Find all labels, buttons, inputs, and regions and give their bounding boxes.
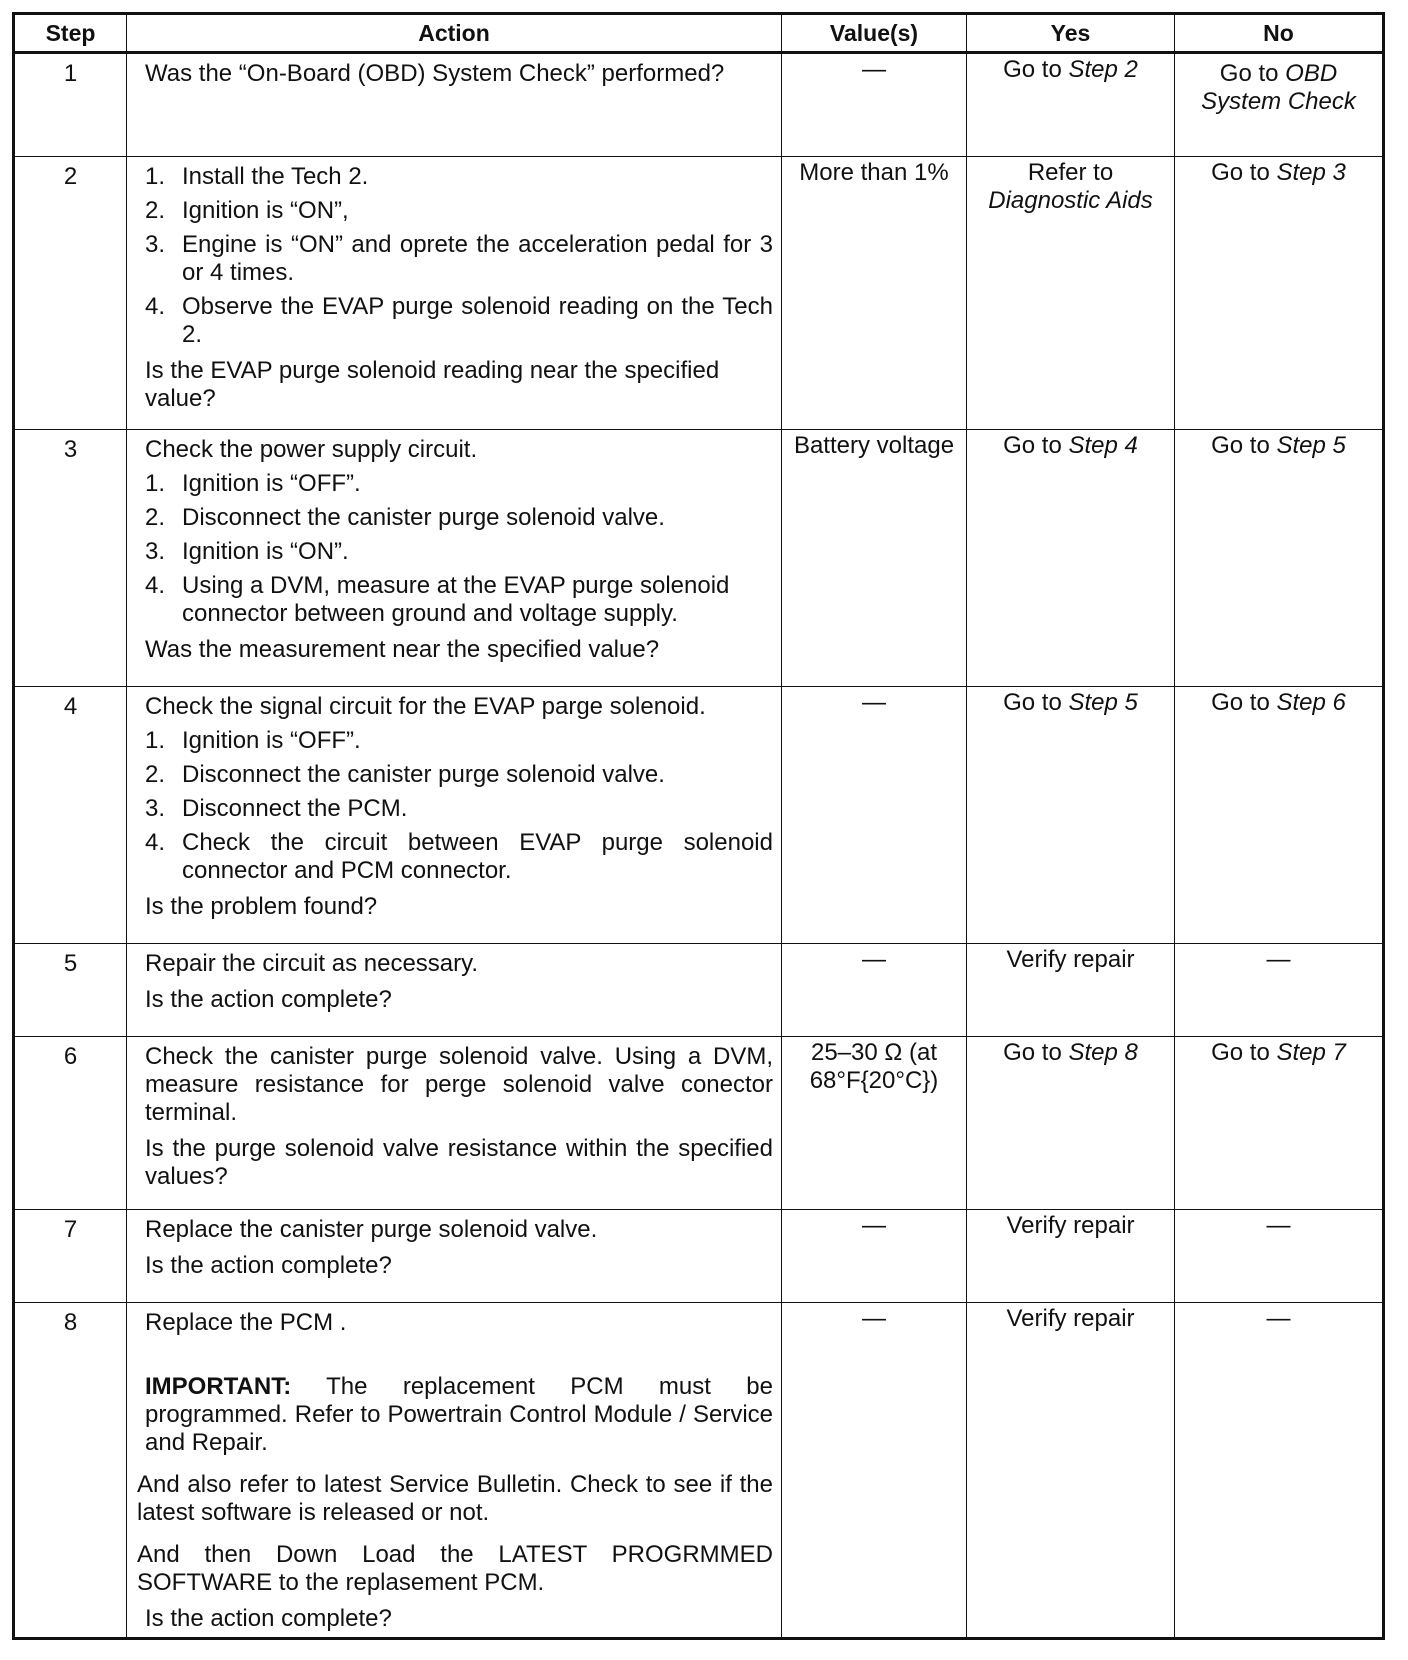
list-item-text: Disconnect the canister purge solenoid valve.	[182, 504, 665, 531]
question-text: Was the “On-Board (OBD) System Check” performed?	[145, 60, 725, 87]
list-item-text: Install the Tech 2.	[182, 163, 369, 190]
intro-text: Check the signal circuit for the EVAP parge solenoid.	[145, 693, 706, 720]
value-cell: —	[782, 53, 967, 157]
yes-prefix: Go to	[1003, 432, 1069, 459]
note-text: And also refer to latest Service Bulletin. Check to see if the latest software is released or not.	[137, 1471, 773, 1526]
list-item-text: Check the circuit between EVAP purge solenoid connector and PCM connector.	[182, 829, 773, 884]
question-text: Is the action complete?	[145, 986, 392, 1013]
no-reference: Step 7	[1276, 1039, 1346, 1066]
table-row	[14, 157, 1384, 430]
header-step: Step	[14, 14, 127, 53]
list-item-text: Engine is “ON” and oprete the acceleration pedal for 3 or 4 times.	[182, 231, 773, 286]
yes-reference: Diagnostic Aids	[988, 187, 1153, 214]
list-item-text: Observe the EVAP purge solenoid reading on the Tech 2.	[182, 293, 773, 348]
step-number: 3	[14, 430, 127, 687]
step-number: 4	[14, 687, 127, 944]
yes-prefix: Go to	[1003, 1039, 1069, 1066]
no-prefix: Go to	[1211, 432, 1277, 459]
no-cell	[1175, 53, 1384, 157]
no-reference: Step 5	[1276, 432, 1346, 459]
action-cell	[127, 1037, 782, 1210]
note-text: And then Down Load the LATEST PROGRMMED SOFTWARE to the replasement PCM.	[137, 1541, 773, 1596]
yes-cell: Verify repair	[967, 944, 1175, 1037]
value-cell: 25–30 Ω (at 68°F{20°C})	[782, 1037, 967, 1210]
yes-prefix: Go to	[1003, 689, 1069, 716]
important-note	[145, 1373, 773, 1457]
yes-reference: Step 2	[1068, 56, 1138, 83]
intro-text: Replace the PCM .	[145, 1309, 347, 1336]
list-item: 4. Using a DVM, measure at the EVAP purge solenoid connector between ground and voltage supply.	[145, 572, 730, 627]
action-list	[145, 470, 773, 628]
header-row	[14, 14, 1384, 53]
no-prefix: Go to	[1211, 159, 1277, 186]
action-cell	[127, 1210, 782, 1303]
action-cell	[127, 157, 782, 430]
step-number: 2	[14, 157, 127, 430]
no-cell	[1175, 430, 1384, 687]
action-list	[145, 727, 773, 885]
no-prefix: Go to	[1211, 689, 1277, 716]
no-cell: —	[1175, 1303, 1384, 1639]
no-cell	[1175, 1037, 1384, 1210]
no-cell: —	[1175, 1210, 1384, 1303]
yes-reference: Step 5	[1068, 689, 1138, 716]
yes-prefix: Go to	[1003, 56, 1069, 83]
no-prefix: Go to	[1211, 1039, 1277, 1066]
list-item: 2. Disconnect the canister purge solenoid valve.	[145, 761, 665, 788]
action-cell	[127, 430, 782, 687]
value-cell: —	[782, 1303, 967, 1639]
step-number: 6	[14, 1037, 127, 1210]
step-number: 5	[14, 944, 127, 1037]
header-yes: Yes	[967, 14, 1175, 53]
list-item-text: Ignition is “OFF”.	[182, 727, 361, 754]
action-cell	[127, 944, 782, 1037]
list-item: 2. Ignition is “ON”,	[145, 197, 349, 224]
list-item: 4. Check the circuit between EVAP purge solenoid connector and PCM connector.	[145, 829, 773, 884]
yes-cell	[967, 1037, 1175, 1210]
yes-cell	[967, 157, 1175, 430]
header-action: Action	[127, 14, 782, 53]
yes-reference: Step 4	[1068, 432, 1138, 459]
no-reference: OBD System Check	[1201, 60, 1356, 115]
table-row	[14, 1210, 1384, 1303]
no-cell: —	[1175, 944, 1384, 1037]
no-cell	[1175, 157, 1384, 430]
value-cell: —	[782, 1210, 967, 1303]
list-item-text: Disconnect the PCM.	[182, 795, 408, 822]
intro-text: Check the canister purge solenoid valve. Using a DVM, measure resistance for perge solenoid valve conector terminal.	[145, 1043, 773, 1126]
question-text: Is the action complete?	[145, 1252, 392, 1279]
yes-cell	[967, 687, 1175, 944]
diagnostic-table	[12, 12, 1385, 1640]
no-prefix: Go to	[1219, 60, 1286, 87]
value-cell: —	[782, 687, 967, 944]
table-row	[14, 53, 1384, 157]
list-item: 1. Install the Tech 2.	[145, 163, 369, 190]
intro-text: Repair the circuit as necessary.	[145, 950, 479, 977]
important-label: IMPORTANT:	[145, 1373, 292, 1400]
question-text: Is the purge solenoid valve resistance within the specified values?	[145, 1135, 773, 1190]
list-item: 2. Disconnect the canister purge solenoid valve.	[145, 504, 665, 531]
table-row	[14, 1303, 1384, 1639]
list-item: 1. Ignition is “OFF”.	[145, 470, 361, 497]
list-item: 3. Disconnect the PCM.	[145, 795, 408, 822]
no-reference: Step 6	[1276, 689, 1346, 716]
value-cell: Battery voltage	[782, 430, 967, 687]
yes-cell: Verify repair	[967, 1303, 1175, 1639]
question-text: Is the problem found?	[145, 893, 378, 920]
list-item-text: Disconnect the canister purge solenoid valve.	[182, 761, 665, 788]
action-list	[145, 163, 773, 349]
header-no: No	[1175, 14, 1384, 53]
question-text: Is the action complete?	[145, 1605, 392, 1632]
intro-text: Replace the canister purge solenoid valve.	[145, 1216, 598, 1243]
list-item-text: Ignition is “OFF”.	[182, 470, 361, 497]
table-row	[14, 430, 1384, 687]
list-item: 3. Engine is “ON” and oprete the acceleration pedal for 3 or 4 times.	[145, 231, 773, 286]
list-item: 3. Ignition is “ON”.	[145, 538, 349, 565]
question-text: Was the measurement near the specified value?	[145, 636, 660, 663]
yes-cell	[967, 430, 1175, 687]
question-text: Is the EVAP purge solenoid reading near the specified value?	[145, 357, 720, 412]
action-cell	[127, 687, 782, 944]
no-cell	[1175, 687, 1384, 944]
table-row	[14, 944, 1384, 1037]
list-item-text: Using a DVM, measure at the EVAP purge solenoid connector between ground and voltage supply.	[182, 572, 730, 627]
list-item-text: Ignition is “ON”.	[182, 538, 349, 565]
no-reference: Step 3	[1276, 159, 1346, 186]
step-number: 8	[14, 1303, 127, 1639]
table-row	[14, 1037, 1384, 1210]
yes-cell	[967, 53, 1175, 157]
step-number: 1	[14, 53, 127, 157]
list-item: 4. Observe the EVAP purge solenoid reading on the Tech 2.	[145, 293, 773, 348]
header-values: Value(s)	[782, 14, 967, 53]
list-item-text: Ignition is “ON”,	[182, 197, 349, 224]
action-cell	[127, 1303, 782, 1639]
intro-text: Check the power supply circuit.	[145, 436, 478, 463]
value-cell: —	[782, 944, 967, 1037]
step-number: 7	[14, 1210, 127, 1303]
yes-reference: Step 8	[1068, 1039, 1138, 1066]
yes-cell: Verify repair	[967, 1210, 1175, 1303]
list-item: 1. Ignition is “OFF”.	[145, 727, 361, 754]
value-cell: More than 1%	[782, 157, 967, 430]
action-cell	[127, 53, 782, 157]
yes-prefix: Refer to	[1027, 159, 1114, 186]
table-row	[14, 687, 1384, 944]
important-text: The replacement PCM must be programmed. Refer to Powertrain Control Module / Service and Repair.	[145, 1373, 773, 1456]
